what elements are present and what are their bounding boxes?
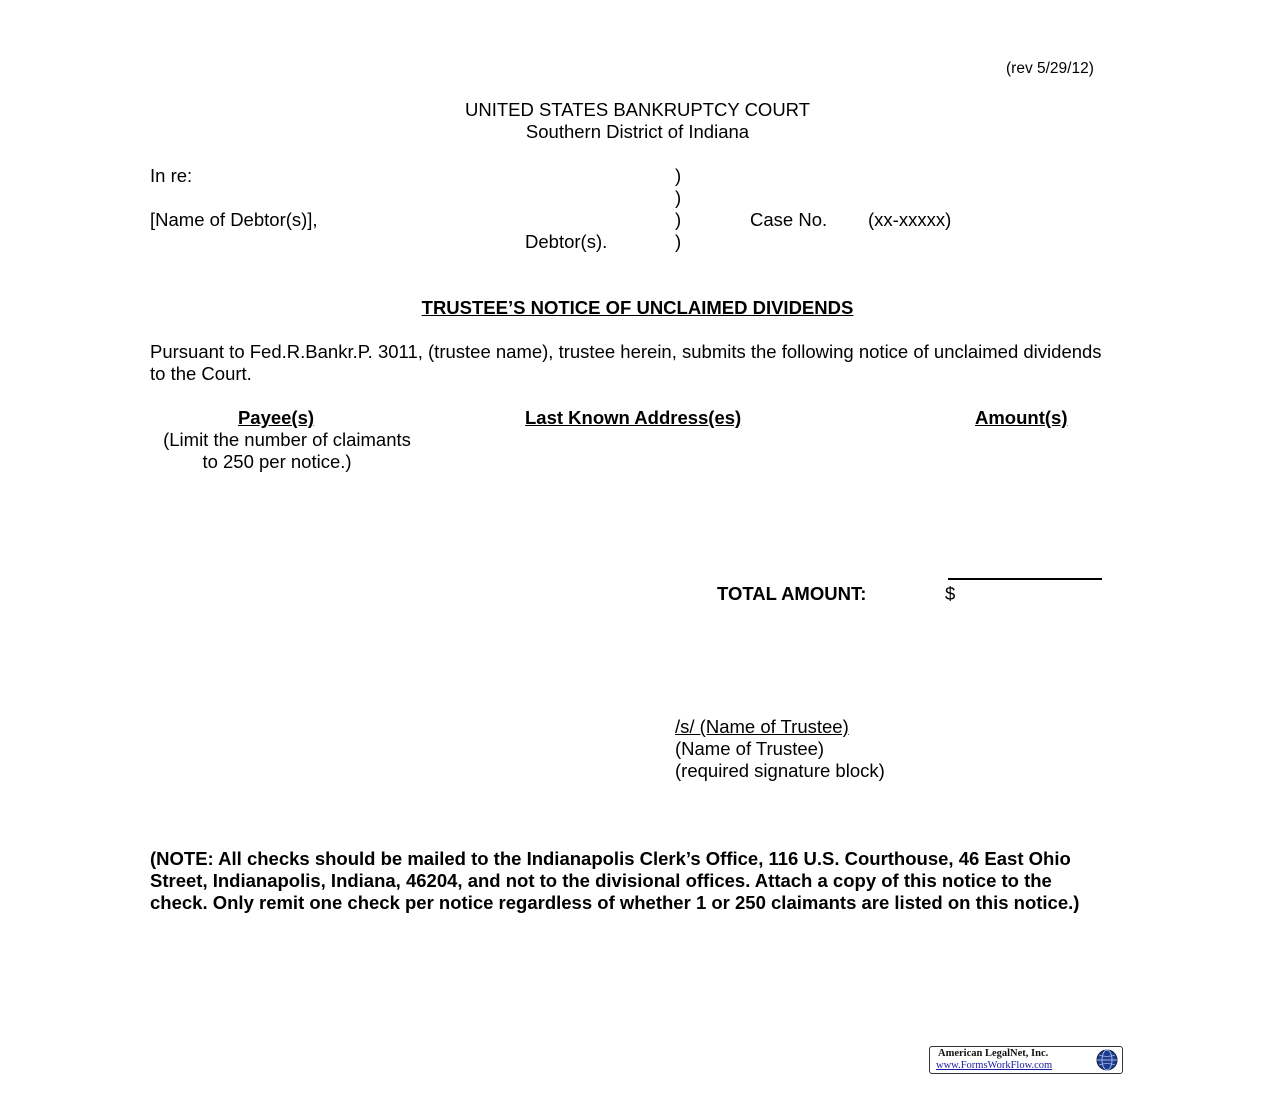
- court-name: UNITED STATES BANKRUPTCY COURT: [464, 99, 811, 120]
- debtor-name: [Name of Debtor(s)],: [150, 209, 318, 230]
- currency-symbol: $: [945, 583, 956, 604]
- document-title: TRUSTEE’S NOTICE OF UNCLAIMED DIVIDENDS: [421, 297, 854, 318]
- logo-company-name: American LegalNet, Inc.: [938, 1048, 1049, 1059]
- payee-limit-note: (Limit the number of claimants: [163, 429, 411, 450]
- caption-paren: ): [675, 209, 682, 230]
- revision-label: (rev 5/29/12): [1006, 60, 1094, 77]
- total-amount-label: TOTAL AMOUNT:: [717, 583, 867, 604]
- intro-paragraph: Pursuant to Fed.R.Bankr.P. 3011, (trustee name), trustee herein, submits the following notice of unclaimed dividends to the Court.: [150, 341, 1102, 384]
- signature-signed: /s/ (Name of Trustee): [675, 716, 849, 737]
- column-header-payee: Payee(s): [237, 407, 315, 428]
- globe-icon: [1095, 1049, 1119, 1071]
- caption-paren: ): [675, 165, 682, 186]
- total-amount-line: [948, 578, 1102, 580]
- in-re-label: In re:: [150, 165, 193, 186]
- column-header-amount: Amount(s): [975, 407, 1068, 428]
- column-header-address: Last Known Address(es): [525, 407, 742, 428]
- payee-limit-note: to 250 per notice.): [202, 451, 352, 472]
- caption-paren: ): [675, 187, 682, 208]
- mailing-note: (NOTE: All checks should be mailed to the Indianapolis Clerk’s Office, 116 U.S. Courthouse, 46 East Ohio Street, Indianapolis, Indiana, 46204, and not to the divisional offices. Attach a copy of this notice to the check. Only remit one check per notice regardless of whether 1 or 250 claimants are listed on this notice.): [150, 848, 1080, 913]
- case-no-label: Case No.: [750, 209, 828, 230]
- debtor-label: Debtor(s).: [525, 231, 608, 252]
- case-no-value: (xx-xxxxx): [868, 209, 952, 230]
- signature-note: (required signature block): [675, 760, 885, 781]
- logo-url-link[interactable]: www.FormsWorkFlow.com: [936, 1060, 1053, 1071]
- signature-name: (Name of Trustee): [675, 738, 825, 759]
- court-district: Southern District of Indiana: [525, 121, 750, 142]
- footer-logo[interactable]: [929, 1046, 1123, 1074]
- caption-paren: ): [675, 231, 682, 252]
